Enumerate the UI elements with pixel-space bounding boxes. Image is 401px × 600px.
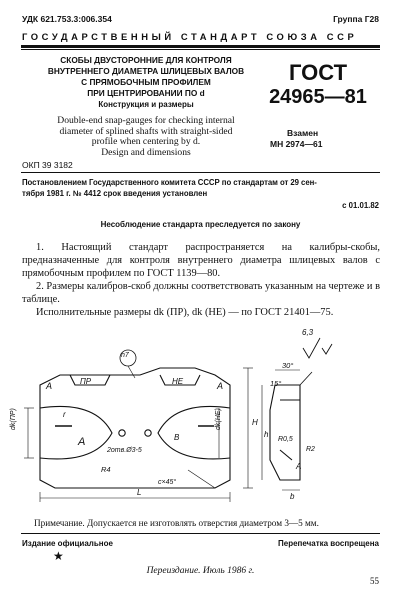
english-title-line: profile when centering by d. <box>91 136 201 147</box>
label-r05: R0,5 <box>278 436 293 443</box>
english-title-line: Double-end snap-gauges for checking internal <box>57 115 235 126</box>
title-block-rule <box>21 172 380 173</box>
russian-title-line: С ПРЯМОБОЧНЫМ ПРОФИЛЕМ <box>81 77 211 87</box>
udk-code: УДК 621.753.3:006.354 <box>22 14 112 24</box>
label-angle-15: 15° <box>270 379 282 388</box>
english-title-line: Design and dimensions <box>101 146 191 158</box>
gost-label: ГОСТ <box>288 60 348 85</box>
label-section-a-left: A <box>46 381 53 391</box>
label-r4: R4 <box>101 465 111 474</box>
header-rule-thick <box>21 45 380 48</box>
hole <box>119 430 125 436</box>
label-dk-ne: dk(НЕ) <box>215 408 222 430</box>
english-title <box>36 116 256 158</box>
left-jaw <box>40 406 112 459</box>
header-rule-thin <box>21 49 380 50</box>
group-code: Группа Г28 <box>333 14 379 24</box>
page-number: 55 <box>370 576 379 586</box>
label-a-side: A <box>296 462 302 471</box>
drawing-note: Примечание. Допускается не изготовлять отверстия диаметром 3—5 мм. <box>34 518 319 528</box>
label-b: B <box>174 433 180 442</box>
replaces-label: Взамен <box>287 128 319 138</box>
label-angle-30: 30° <box>282 361 294 370</box>
russian-title <box>36 55 256 110</box>
label-n7: n7 <box>121 352 129 359</box>
reissue-note: Переиздание. Июль 1986 г. <box>146 566 255 576</box>
legal-warning: Несоблюдение стандарта преследуется по закону <box>100 220 301 229</box>
footer-rule <box>21 533 380 534</box>
label-ne: НЕ <box>172 377 184 386</box>
russian-title-line: СКОБЫ ДВУСТОРОННИЕ ДЛЯ КОНТРОЛЯ <box>60 55 232 65</box>
label-dk-pr: dk(ПР) <box>10 408 17 430</box>
label-roughness: 6,3 <box>302 328 314 337</box>
paragraph-scope: 1. Настоящий стандарт распространяется на калибры-скобы, предназначенные для контроля внутреннего диаметра шлицевых валов с прямобочным профилем по ГОСТ 1139—80. <box>22 242 380 279</box>
official-edition: Издание официальное <box>22 539 113 548</box>
russian-title-line: ПРИ ЦЕНТРИРОВАНИИ ПО d <box>87 88 205 98</box>
paragraph-dimensions: 2. Размеры калибров-скоб должны соответствовать указанным на чертеже и в таблице. <box>22 281 380 305</box>
gost-number: 24965—81 <box>269 86 367 108</box>
gauge-outline <box>40 368 230 488</box>
label-a-center-left: A <box>78 436 86 448</box>
english-title-line: diameter of splined shafts with straight-sided <box>59 125 233 137</box>
label-h-small: h <box>264 430 269 439</box>
label-r: r <box>63 410 66 419</box>
reprint-ban: Перепечатка воспрещена <box>278 539 379 548</box>
label-b-side: b <box>290 492 295 501</box>
paragraph-executive-sizes: Исполнительные размеры dk (ПР), dk (НЕ) — по ГОСТ 21401—75. <box>36 307 334 318</box>
label-holes: 2отв.Ø3-5 <box>107 447 142 454</box>
star-icon: ★ <box>53 549 64 563</box>
decree-date: с 01.01.82 <box>342 201 379 210</box>
label-pr: ПР <box>80 377 92 386</box>
label-h: H <box>252 418 258 427</box>
decree-line-1: Постановлением Государственного комитета СССР по стандартам от 29 сен- <box>22 178 317 187</box>
label-l: L <box>137 488 142 497</box>
label-c45: с×45° <box>158 479 177 486</box>
label-r2: R2 <box>306 446 315 453</box>
standard-heading: ГОСУДАРСТВЕННЫЙ СТАНДАРТ СОЮЗА ССР <box>22 31 358 42</box>
decree-line-2: тября 1981 г. № 4412 срок введения установлен <box>22 189 208 198</box>
hole <box>145 430 151 436</box>
label-section-a-right: A <box>217 381 224 391</box>
replaces-value: МН 2974—61 <box>270 139 323 149</box>
okp-code: ОКП 39 3182 <box>22 160 73 170</box>
gauge-drawing <box>0 330 401 515</box>
russian-subtitle: Конструкция и размеры <box>98 100 194 109</box>
russian-title-line: ВНУТРЕННЕГО ДИАМЕТРА ШЛИЦЕВЫХ ВАЛОВ <box>47 66 245 76</box>
